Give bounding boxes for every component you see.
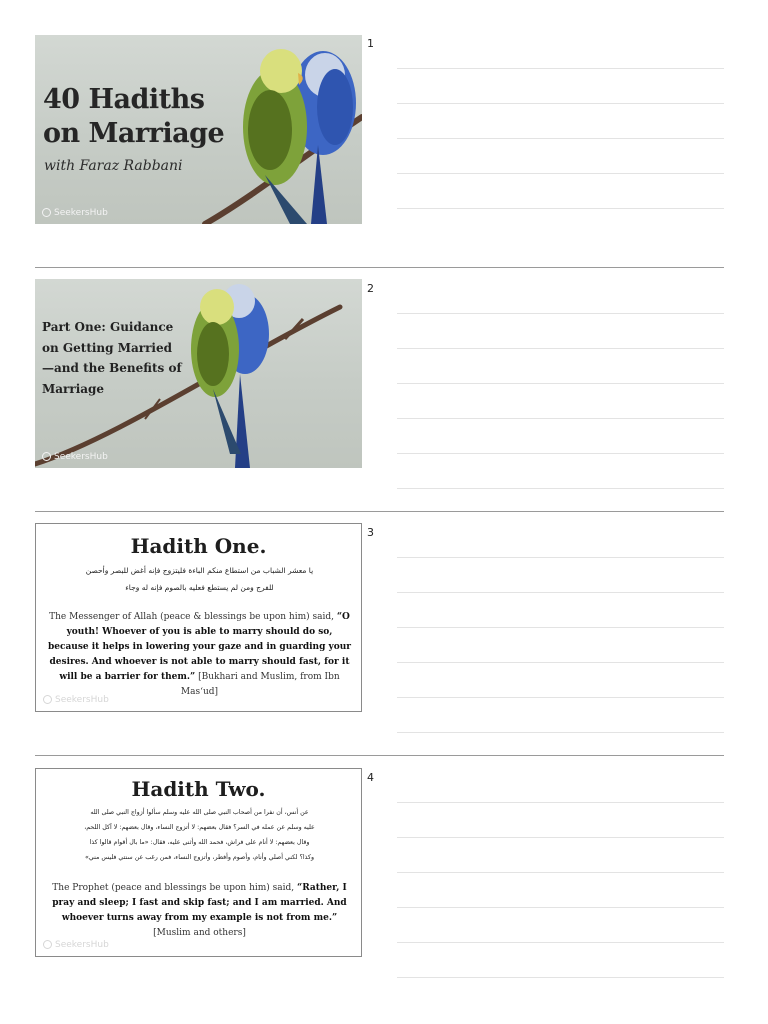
section-title: Part One: Guidance on Getting Married —and the Benefits of Marriage (42, 320, 182, 396)
arabic-line: يا معشر الشباب من استطاع منكم الباءة فليتزوج فإنه أغض للبصر وأحصن (85, 566, 314, 575)
seekershub-logo (43, 695, 109, 705)
slide-number: 1 (367, 37, 374, 50)
logo-mark-icon (42, 208, 51, 217)
note-line (397, 942, 724, 943)
hadith-intro: The Messenger of Allah (peace & blessings be upon him) said, (49, 612, 337, 622)
note-line (397, 453, 724, 454)
arabic-line: وكذا؟ لكني أصلي وأنام، وأصوم وأفطر، وأتزوج النساء، فمن رغب عن سنتي فليس مني» (84, 854, 315, 861)
note-line (397, 662, 724, 663)
note-line (397, 907, 724, 908)
arabic-line: وقال بعضهم: لا أنام على فراش، فحمد الله وأثنى عليه، فقال: «ما بال أقوام قالوا كذا (89, 839, 310, 846)
title-line-2: on Marriage (43, 118, 225, 149)
presentation-subtitle: with Faraz Rabbani (44, 158, 183, 174)
seekershub-logo (42, 452, 108, 462)
note-line (397, 383, 724, 384)
arabic-text (50, 805, 349, 865)
note-line (397, 697, 724, 698)
arabic-line: عليه وسلم عن عمله في السر؟ فقال بعضهم: لا أتزوج النساء، وقال بعضهم: لا آكل اللحم، (84, 824, 315, 831)
note-line (397, 313, 724, 314)
note-line (397, 173, 724, 174)
arabic-line: عن أنس، أن نفرا من أصحاب النبي صلى الله عليه وسلم سألوا أزواج النبي صلى الله (90, 809, 309, 816)
note-line (397, 837, 724, 838)
seekershub-logo (43, 940, 109, 950)
note-line (397, 208, 724, 209)
logo-text: SeekersHub (54, 208, 108, 218)
logo-mark-icon (43, 940, 52, 949)
hadith-source: [Muslim and others] (153, 928, 246, 938)
hadith-source: [Bukhari and Muslim, from Ibn Mas‘ud] (180, 672, 340, 697)
note-line (397, 592, 724, 593)
hadith-translation (46, 610, 353, 700)
slide-separator (35, 511, 724, 512)
note-line (397, 802, 724, 803)
hadith-title: Hadith Two. (131, 777, 266, 801)
seekershub-logo (42, 208, 108, 218)
slide-separator (35, 267, 724, 268)
presentation-title (43, 83, 224, 151)
note-line (397, 418, 724, 419)
note-line (397, 138, 724, 139)
title-line-1: 40 Hadiths (43, 84, 205, 115)
hadith-translation (46, 881, 353, 941)
logo-text: SeekersHub (55, 940, 109, 950)
slide-4-thumbnail[interactable] (35, 768, 362, 957)
slide-1-thumbnail[interactable] (35, 35, 362, 224)
slide-3-thumbnail[interactable] (35, 523, 362, 712)
hadith-quote: “Rather, I pray and sleep; I fast and skip fast; and I am married. And whoever turns away from my example is not from me.” (52, 883, 347, 923)
note-line (397, 557, 724, 558)
note-line (397, 103, 724, 104)
slide-number: 3 (367, 526, 374, 539)
logo-mark-icon (43, 695, 52, 704)
hadith-intro: The Prophet (peace and blessings be upon him) said, (52, 883, 298, 893)
logo-text: SeekersHub (54, 452, 108, 462)
arabic-text (50, 562, 349, 596)
hadith-quote: “O youth! Whoever of you is able to marry should do so, because it helps in lowering your gaze and in guarding your desires. And whoever is not able to marry should fast, for it will be a barrier for them.” (47, 612, 352, 682)
note-line (397, 977, 724, 978)
hadith-title: Hadith One. (130, 534, 267, 558)
slide-2-thumbnail[interactable] (35, 279, 362, 468)
slide-number: 4 (367, 771, 374, 784)
logo-text: SeekersHub (55, 695, 109, 705)
slide-separator (35, 755, 724, 756)
logo-mark-icon (42, 452, 51, 461)
note-line (397, 488, 724, 489)
note-line (397, 348, 724, 349)
arabic-line: للفرج ومن لم يستطع فعليه بالصوم فإنه له وجاء (125, 583, 274, 592)
note-line (397, 68, 724, 69)
note-line (397, 872, 724, 873)
note-line (397, 627, 724, 628)
note-line (397, 732, 724, 733)
slide-number: 2 (367, 282, 374, 295)
